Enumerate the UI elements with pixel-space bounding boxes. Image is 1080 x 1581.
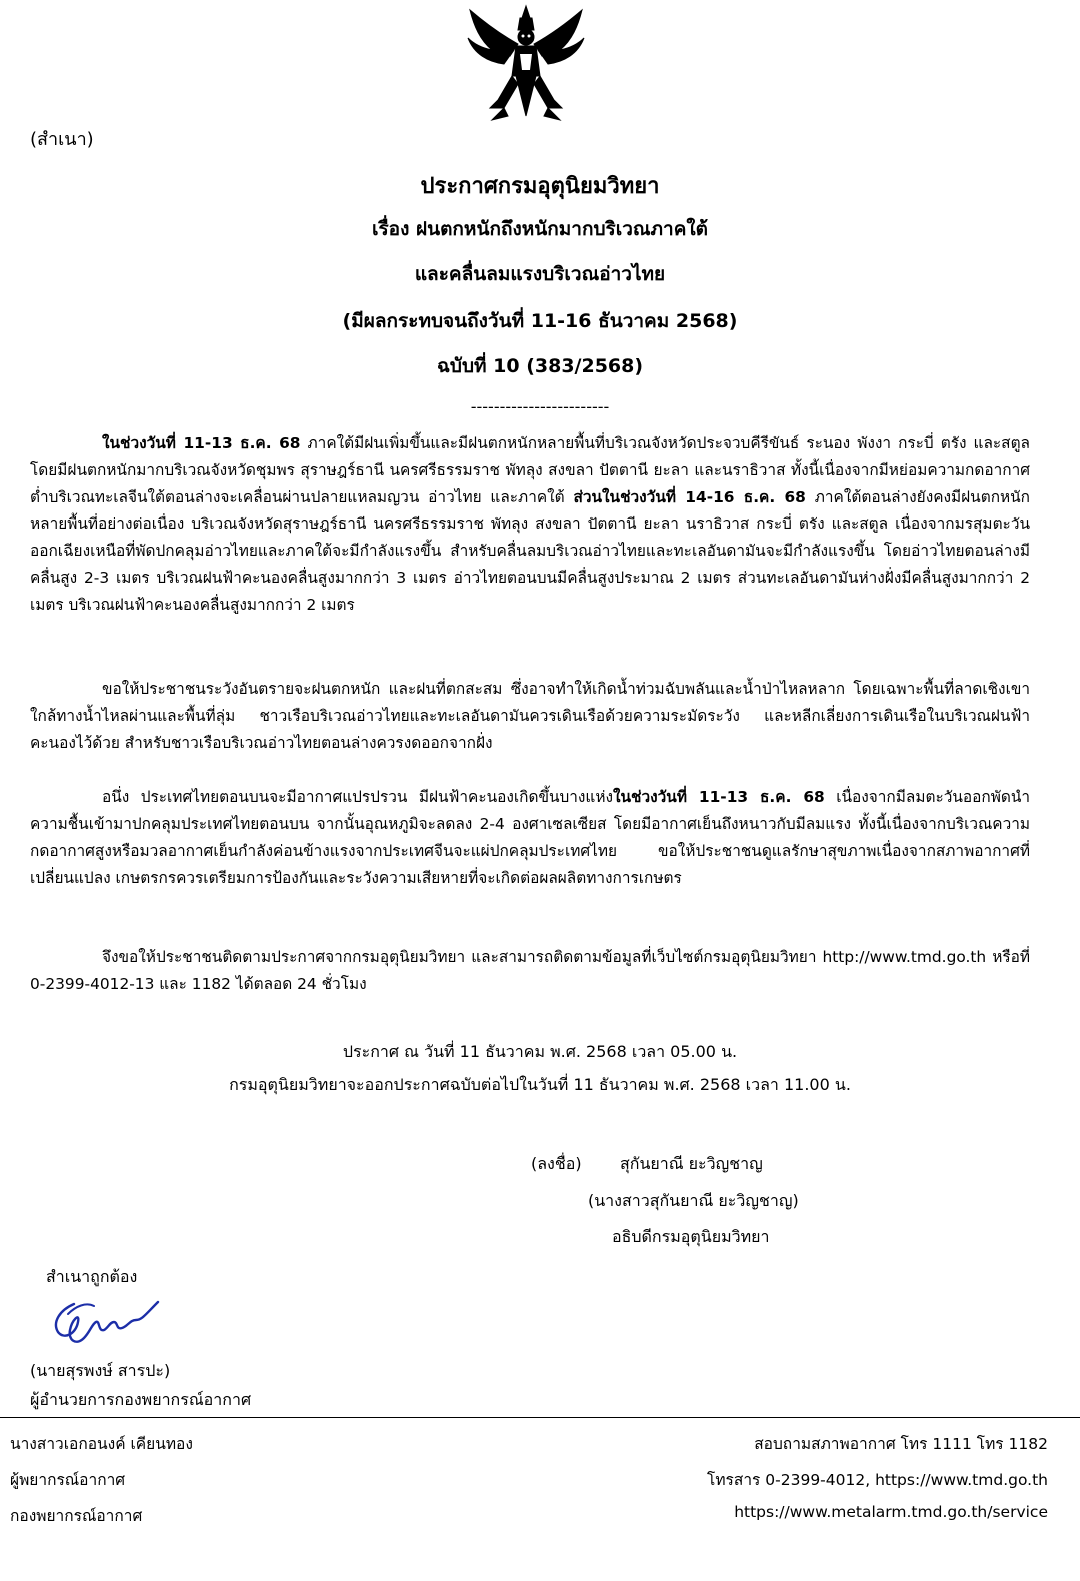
divider: ------------------------ [470, 397, 610, 416]
next-issue-date: กรมอุตุนิยมวิทยาจะออกประกาศฉบับต่อไปในวันที่ 11 ธันวาคม พ.ศ. 2568 เวลา 11.00 น. [229, 1075, 851, 1094]
north-text-a: อนึ่ง ประเทศไทยตอนบนจะมีอากาศแปรปรวน มีฝนฟ้าคะนองเกิดขึ้นบางแห่ง [102, 788, 614, 806]
followup-text: จึงขอให้ประชาชนติดตามประกาศจากกรมอุตุนิยมวิทยา และสามารถติดตามข้อมูลที่เว็บไซต์กรมอุตุนิยมวิทยา http://www.tmd.go.th หรือที่ 0-2399-4012-13 และ 1182 ได้ตลอด 24 ชั่วโมง [30, 948, 1030, 993]
paragraph-warning [30, 676, 1030, 757]
sign-label: (ลงชื่อ) [531, 1154, 582, 1173]
issued-date: ประกาศ ณ วันที่ 11 ธันวาคม พ.ศ. 2568 เวลา 05.00 น. [342, 1042, 738, 1061]
signatory-position: อธิบดีกรมอุตุนิยมวิทยา [612, 1227, 770, 1246]
effect-period: (มีผลกระทบจนถึงวันที่ 11-16 ธันวาคม 2568) [342, 310, 738, 332]
footer-divider [0, 1417, 1080, 1418]
period-2-text: ภาคใต้ตอนล่างยังคงมีฝนตกหนักหลายพื้นที่อย่างต่อเนื่อง บริเวณจังหวัดสุราษฎร์ธานี นครศรีธรรมราช พัทลุง สงขลา ปัตตานี ยะลา นราธิวาส กระบี่ ตรัง และสตูล เนื่องจากมรสุมตะวันออกเฉียงเหนือที่พัดปกคลุมอ่าวไทยและภาคใต้จะมีกำลังแรงขึ้น สำหรับคลื่นลมบริเวณอ่าวไทยและทะเลอันดามันจะมีกำลังแรงขึ้น โดยอ่าวไทยตอนล่างมีคลื่นสูง 2-3 เมตร บริเวณฝนฟ้าคะนองคลื่นสูงมากกว่า 3 เมตร อ่าวไทยตอนบนมีคลื่นสูงประมาณ 2 เมตร ส่วนทะเลอันดามันห่างฝั่งมีคลื่นสูงมากกว่า 2 เมตร บริเวณฝนฟ้าคะนองคลื่นสูงมากกว่า 2 เมตร [30, 488, 1030, 614]
subject-line-1: เรื่อง ฝนตกหนักถึงหนักมากบริเวณภาคใต้ [371, 218, 709, 240]
copy-label: (สำเนา) [30, 129, 94, 150]
warning-text: ขอให้ประชาชนระวังอันตรายจะฝนตกหนัก และฝนที่ตกสะสม ซึ่งอาจทำให้เกิดน้ำท่วมฉับพลันและน้ำป่าไหลหลาก โดยเฉพาะพื้นที่ลาดเชิงเขาใกล้ทางน้ำไหลผ่านและพื้นที่ลุ่ม ชาวเรือบริเวณอ่าวไทยและทะเลอันดามันควรเดินเรือด้วยความระมัดระวัง และหลีกเลี่ยงการเดินเรือในบริเวณฝนฟ้าคะนองไว้ด้วย สำหรับชาวเรือบริเวณอ่าวไทยตอนล่างควรงดออกจากฝั่ง [30, 680, 1030, 752]
period-1-heading: ในช่วงวันที่ 11-13 ธ.ค. 68 [102, 434, 301, 452]
paragraph-north [30, 784, 1030, 892]
footer-forecaster-name: นางสาวเอกอนงค์ เคียนทอง [10, 1435, 193, 1453]
handwritten-signature-icon [46, 1292, 164, 1350]
issue-number: ฉบับที่ 10 (383/2568) [436, 355, 644, 377]
subject-line-2: และคลื่นลมแรงบริเวณอ่าวไทย [414, 263, 666, 285]
certified-copy-label: สำเนาถูกต้อง [46, 1267, 138, 1286]
garuda-emblem-icon [460, 4, 592, 122]
page-title: ประกาศกรมอุตุนิยมวิทยา [420, 174, 660, 199]
certifier-name: (นายสุรพงษ์ สารปะ) [30, 1361, 171, 1380]
certifier-position: ผู้อำนวยการกองพยากรณ์อากาศ [30, 1390, 252, 1409]
footer-forecaster-title: ผู้พยากรณ์อากาศ [10, 1471, 126, 1489]
footer-service-link: https://www.metalarm.tmd.go.th/service [734, 1503, 1048, 1521]
paragraph-followup [30, 944, 1030, 998]
footer-fax-website: โทรสาร 0-2399-4012, https://www.tmd.go.th [707, 1471, 1048, 1489]
footer-hotline: สอบถามสภาพอากาศ โทร 1111 โทร 1182 [754, 1435, 1048, 1453]
footer-division: กองพยากรณ์อากาศ [10, 1507, 143, 1525]
period-2-heading: ส่วนในช่วงวันที่ 14-16 ธ.ค. 68 [573, 488, 806, 506]
period-1-text: ภาคใต้มีฝนเพิ่มขึ้นและมีฝนตกหนักหลายพื้นที่บริเวณจังหวัดประจวบคีรีขันธ์ ระนอง พังงา กระบี่ ตรัง และสตูล โดยมีฝนตกหนักมากบริเวณจังหวัดชุมพร สุราษฎร์ธานี นครศรีธรรมราช พัทลุง สงขลา ปัตตานี ยะลา และนราธิวาส ทั้งนี้เนื่องจากมีหย่อมความกดอากาศต่ำบริเวณทะเลจีนใต้ตอนล่างจะเคลื่อนผ่านปลายแหลมญวน อ่าวไทย และภาคใต้ [30, 434, 1030, 506]
paragraph-forecast [30, 430, 1030, 619]
signed-name: สุกันยาณี ยะวิญชาญ [620, 1154, 763, 1173]
north-period-heading: ในช่วงวันที่ 11-13 ธ.ค. 68 [613, 788, 825, 806]
north-text-b: เนื่องจากมีลมตะวันออกพัดนำความชื้นเข้ามาปกคลุมประเทศไทยตอนบน จากนั้นอุณหภูมิจะลดลง 2-4 องศาเซลเซียส โดยมีอากาศเย็นถึงหนาวกับมีลมแรง ทั้งนี้เนื่องจากบริเวณความกดอากาศสูงหรือมวลอากาศเย็นกำลังค่อนข้างแรงจากประเทศจีนจะแผ่ปกคลุมประเทศไทย ขอให้ประชาชนดูแลรักษาสุขภาพเนื่องจากสภาพอากาศที่เปลี่ยนแปลง เกษตรกรควรเตรียมการป้องกันและระวังความเสียหายที่จะเกิดต่อผลผลิตทางการเกษตร [30, 788, 1030, 887]
signatory-full-name: (นางสาวสุกันยาณี ยะวิญชาญ) [588, 1191, 799, 1210]
